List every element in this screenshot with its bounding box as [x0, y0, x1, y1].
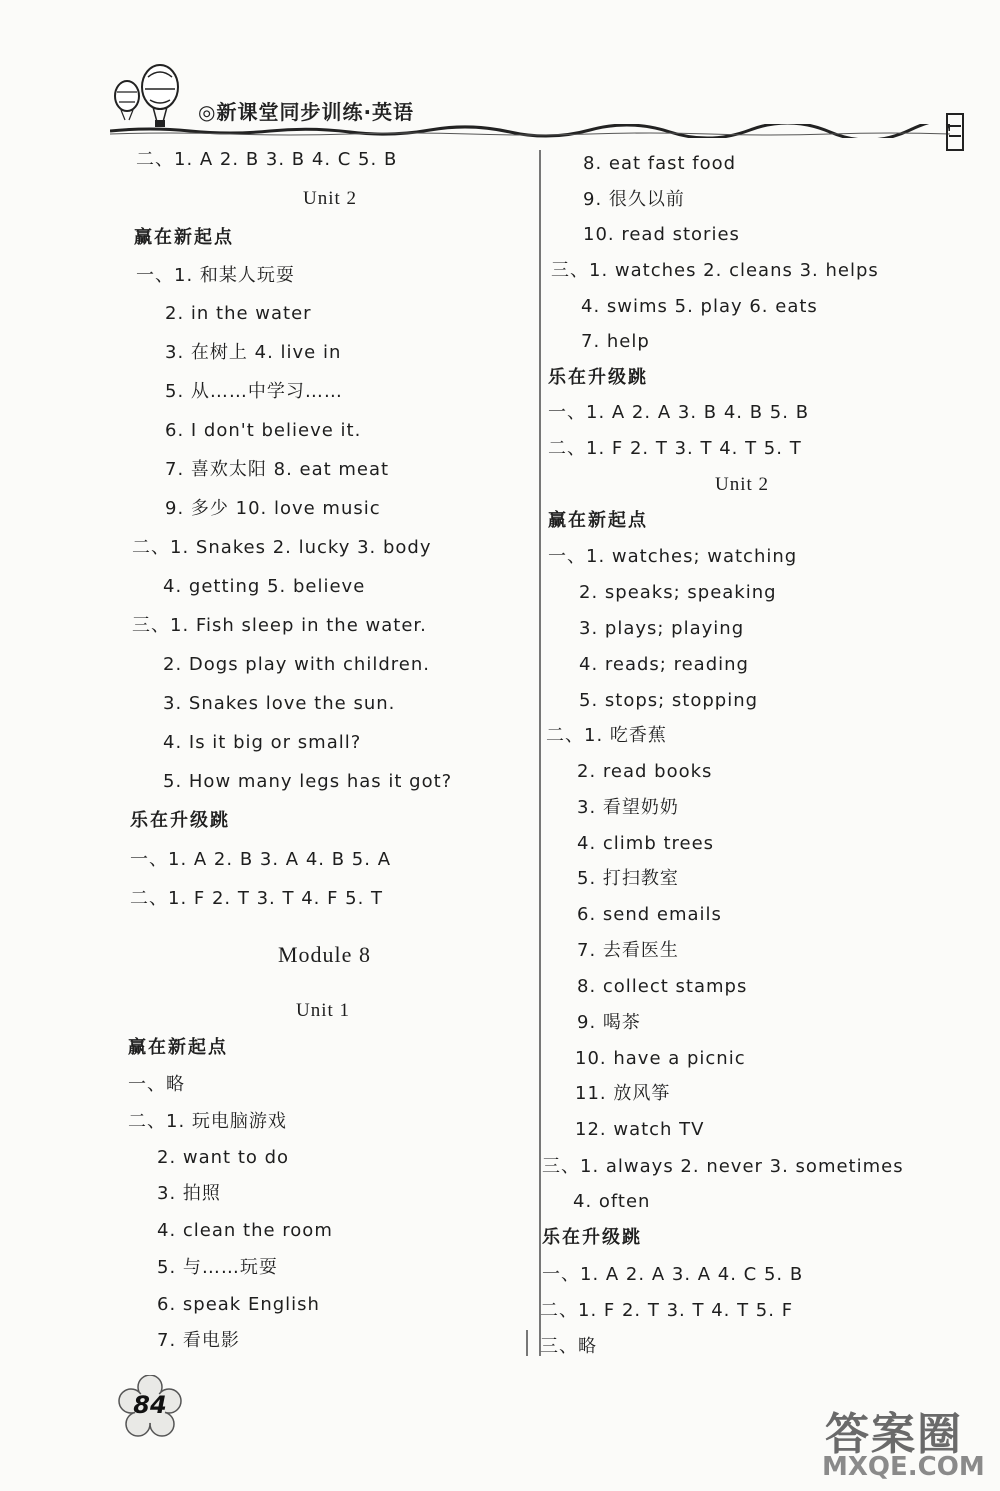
answer-line: 9. 很久以前 — [583, 189, 685, 210]
answer-line: 一、1. A 2. A 3. A 4. C 5. B — [542, 1264, 804, 1285]
hot-air-balloon-icon — [105, 62, 195, 132]
page-number: 84 — [133, 1391, 167, 1419]
answer-line: 二、1. 玩电脑游戏 — [128, 1111, 287, 1132]
answer-line: 8. collect stamps — [577, 976, 748, 997]
column-divider-lower — [526, 1330, 528, 1356]
answer-line: 2. want to do — [157, 1147, 290, 1168]
unit-heading: Unit 2 — [303, 188, 358, 209]
answer-line: 二、1. F 2. T 3. T 4. T 5. F — [540, 1300, 794, 1321]
answer-line: 4. getting 5. believe — [163, 576, 366, 597]
answer-line: 5. stops; stopping — [579, 690, 759, 711]
unit-heading: Unit 1 — [296, 1000, 351, 1021]
answer-line: 5. How many legs has it got? — [163, 771, 453, 792]
answer-line: 6. I don't believe it. — [165, 420, 362, 441]
answer-line: 4. clean the room — [157, 1220, 333, 1241]
answer-line: 6. speak English — [157, 1294, 320, 1315]
answer-line: 二、1. F 2. T 3. T 4. T 5. T — [548, 438, 802, 459]
answer-line: 7. 去看医生 — [577, 940, 679, 961]
answer-line: 5. 从……中学习…… — [165, 381, 343, 402]
module-heading: Module 8 — [278, 942, 371, 967]
answer-line: 7. 看电影 — [157, 1330, 240, 1351]
answer-line: 4. swims 5. play 6. eats — [581, 296, 818, 317]
answer-line: 7. 喜欢太阳 8. eat meat — [165, 459, 390, 480]
answer-line: 3. plays; playing — [579, 618, 745, 639]
column-divider — [539, 150, 541, 1356]
page-header — [0, 0, 1000, 150]
answer-line: 10. read stories — [583, 224, 740, 245]
answer-line: 二、1. F 2. T 3. T 4. F 5. T — [130, 888, 384, 909]
answer-line: 4. often — [573, 1191, 651, 1212]
answer-line: 2. speaks; speaking — [579, 582, 777, 603]
answer-line: 5. 与……玩耍 — [157, 1257, 278, 1278]
answer-line: 8. eat fast food — [583, 153, 737, 174]
answer-line: 4. Is it big or small? — [163, 732, 362, 753]
answer-line: 2. read books — [577, 761, 713, 782]
answer-line: 7. help — [581, 331, 650, 352]
answer-line: 三、1. always 2. never 3. sometimes — [542, 1156, 904, 1177]
corner-tab-icon — [944, 112, 966, 152]
answer-line: 三、略 — [540, 1336, 597, 1357]
section-heading: 赢在新起点 — [134, 227, 234, 248]
answer-line: 3. 拍照 — [157, 1183, 221, 1204]
unit-heading: Unit 2 — [715, 474, 770, 495]
answer-line: 3. 看望奶奶 — [577, 797, 679, 818]
answer-line: 一、1. watches; watching — [548, 546, 798, 567]
section-heading: 乐在升级跳 — [130, 810, 230, 831]
answer-line: 一、1. A 2. B 3. A 4. B 5. A — [130, 849, 392, 870]
answer-line: 3. 在树上 4. live in — [165, 342, 342, 363]
section-heading: 乐在升级跳 — [542, 1227, 642, 1248]
answer-line: 三、1. watches 2. cleans 3. helps — [551, 260, 879, 281]
section-heading: 赢在新起点 — [548, 510, 648, 531]
answer-line: 11. 放风筝 — [575, 1083, 671, 1104]
answer-line: 二、1. Snakes 2. lucky 3. body — [132, 537, 432, 558]
answer-line: 4. reads; reading — [579, 654, 749, 675]
watermark-logo: 答案圈 — [825, 1409, 963, 1460]
answer-line: 5. 打扫教室 — [577, 868, 679, 889]
answer-line: 9. 多少 10. love music — [165, 498, 381, 519]
header-rule — [110, 124, 950, 138]
answer-line: 2. Dogs play with children. — [163, 654, 430, 675]
answer-line: 4. climb trees — [577, 833, 715, 854]
answer-line: 2. in the water — [165, 303, 312, 324]
answer-line: 6. send emails — [577, 904, 722, 925]
watermark-url: MXQE.COM — [822, 1452, 985, 1482]
section-heading: 乐在升级跳 — [548, 367, 648, 388]
answer-line: 二、1. 吃香蕉 — [546, 725, 667, 746]
answer-line: 一、1. 和某人玩耍 — [136, 265, 295, 286]
answer-line: 10. have a picnic — [575, 1048, 746, 1069]
section-heading: 赢在新起点 — [128, 1037, 228, 1058]
header-title: ◎新课堂同步训练·英语 — [198, 100, 415, 124]
answer-line: 12. watch TV — [575, 1119, 705, 1140]
answer-line: 三、1. Fish sleep in the water. — [132, 615, 427, 636]
answer-line: 一、1. A 2. A 3. B 4. B 5. B — [548, 402, 810, 423]
answer-line: 3. Snakes love the sun. — [163, 693, 396, 714]
answer-line: 二、1. A 2. B 3. B 4. C 5. B — [136, 149, 398, 170]
answer-line: 9. 喝茶 — [577, 1012, 641, 1033]
answer-line: 一、略 — [128, 1074, 185, 1095]
